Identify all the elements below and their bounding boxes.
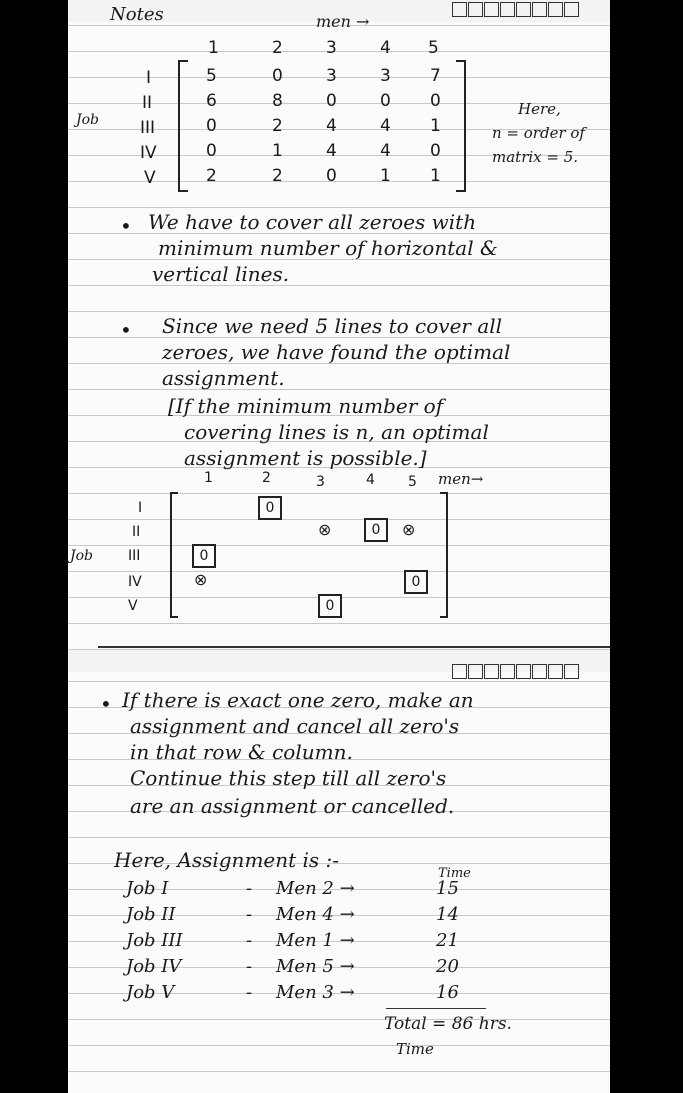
assignment-dash: -	[246, 956, 253, 977]
matrix-right-bracket	[456, 60, 466, 192]
total-time-label: Time	[396, 1040, 434, 1058]
grid-row-label: I	[138, 500, 143, 516]
assignment-men: Men 5 →	[276, 956, 355, 977]
matrix-cell: 0	[206, 116, 217, 136]
matrix-cell: 0	[326, 166, 337, 186]
matrix-row-label: V	[144, 168, 156, 188]
assigned-zero-box: 0	[364, 518, 388, 542]
header-date-boxes	[452, 664, 580, 679]
matrix-col-header: 5	[428, 38, 439, 58]
assigned-zero-box: 0	[192, 544, 216, 568]
notes-header: Notes	[110, 4, 164, 25]
matrix-row-label: III	[140, 118, 156, 138]
assigned-zero-box: 0	[318, 594, 342, 618]
assigned-zero-box: 0	[404, 570, 428, 594]
matrix-left-bracket	[178, 60, 188, 192]
assignment-men: Men 4 →	[276, 904, 355, 925]
grid-row-label: III	[128, 548, 141, 564]
matrix-row-label: I	[146, 68, 152, 88]
matrix-cell: 0	[206, 141, 217, 161]
bullet3-line: are an assignment or cancelled.	[130, 794, 455, 818]
matrix-cell: 8	[272, 91, 283, 111]
bullet2-line: zeroes, we have found the optimal	[162, 340, 511, 364]
matrix-cell: 0	[272, 66, 283, 86]
bullet1-line: minimum number of horizontal &	[158, 236, 498, 260]
assignment-title: Here, Assignment is :-	[114, 848, 340, 872]
matrix-col-header: 4	[380, 38, 391, 58]
grid-col-header: 3	[316, 474, 325, 490]
grid-row-label: IV	[128, 574, 142, 590]
assignment-time: 16	[436, 982, 459, 1003]
matrix-cell: 3	[380, 66, 391, 86]
grid-men-label: men→	[438, 470, 484, 488]
matrix-cell: 0	[326, 91, 337, 111]
assignment-dash: -	[246, 904, 253, 925]
matrix-cell: 4	[380, 141, 391, 161]
matrix-cell: 4	[326, 116, 337, 136]
assignment-job: Job I	[126, 878, 169, 899]
grid-job-label: Job	[70, 548, 94, 564]
assignment-job: Job III	[126, 930, 183, 951]
grid-col-header: 5	[408, 474, 417, 490]
header-date-boxes	[452, 2, 580, 17]
matrix-cell: 1	[430, 166, 441, 186]
matrix-row-label: IV	[140, 143, 157, 163]
matrix-cell: 0	[430, 91, 441, 111]
matrix-cell: 4	[326, 141, 337, 161]
bullet3-line: in that row & column.	[130, 740, 353, 764]
assignment-men: Men 3 →	[276, 982, 355, 1003]
matrix-cell: 1	[272, 141, 283, 161]
bullet1-line: We have to cover all zeroes with	[148, 210, 477, 234]
assignment-job: Job V	[126, 982, 175, 1003]
assignment-job: Job II	[126, 904, 176, 925]
bullet3-line: assignment and cancel all zero's	[130, 714, 460, 738]
matrix-cell: 5	[206, 66, 217, 86]
matrix-cell: 3	[326, 66, 337, 86]
matrix-cell: 2	[272, 166, 283, 186]
note-here: Here,	[518, 100, 561, 118]
matrix-cell: 2	[206, 166, 217, 186]
notebook-page-top	[68, 0, 610, 650]
bullet2-line: [If the minimum number of	[168, 394, 444, 418]
bullet-dot: •	[120, 214, 132, 238]
matrix-col-header: 1	[208, 38, 219, 58]
total-underline	[386, 1008, 486, 1009]
bullet2-line: assignment is possible.]	[184, 446, 427, 470]
assigned-zero-box: 0	[258, 496, 282, 520]
cancelled-zero: ⊗	[402, 520, 416, 539]
cancelled-zero: ⊗	[194, 570, 208, 589]
matrix-cell: 0	[380, 91, 391, 111]
grid-right-bracket	[440, 492, 448, 618]
assignment-dash: -	[246, 982, 253, 1003]
bullet-dot: •	[100, 692, 112, 716]
total-time: Total = 86 hrs.	[384, 1014, 512, 1034]
matrix-cell: 7	[430, 66, 441, 86]
matrix-cell: 4	[380, 116, 391, 136]
assignment-time: 15	[436, 878, 459, 899]
matrix-cell: 1	[380, 166, 391, 186]
grid-row-label: II	[132, 524, 141, 540]
matrix-col-header: 2	[272, 38, 283, 58]
assignment-dash: -	[246, 878, 253, 899]
page-edge-line	[98, 646, 610, 648]
assignment-time: 21	[436, 930, 459, 951]
bullet2-line: Since we need 5 lines to cover all	[162, 314, 503, 338]
assignment-time: 20	[436, 956, 459, 977]
men-axis-label: men →	[316, 12, 370, 31]
note-matrix-size: matrix = 5.	[492, 148, 579, 166]
assignment-time: 14	[436, 904, 459, 925]
bullet3-line: Continue this step till all zero's	[130, 766, 447, 790]
assignment-job: Job IV	[126, 956, 182, 977]
matrix-col-header: 3	[326, 38, 337, 58]
cancelled-zero: ⊗	[318, 520, 332, 539]
bullet2-line: assignment.	[162, 366, 285, 390]
matrix-cell: 1	[430, 116, 441, 136]
assignment-men: Men 1 →	[276, 930, 355, 951]
job-axis-label: Job	[76, 112, 100, 128]
notebook-page-bottom	[68, 650, 610, 1093]
matrix-cell: 0	[430, 141, 441, 161]
matrix-cell: 6	[206, 91, 217, 111]
grid-col-header: 1	[204, 470, 213, 486]
bullet1-line: vertical lines.	[152, 262, 290, 286]
grid-left-bracket	[170, 492, 178, 618]
matrix-row-label: II	[142, 93, 153, 113]
grid-col-header: 2	[262, 470, 271, 486]
bullet-dot: •	[120, 318, 132, 342]
assignment-men: Men 2 →	[276, 878, 355, 899]
grid-row-label: V	[128, 598, 138, 614]
time-column-label: Time	[438, 866, 471, 881]
matrix-cell: 2	[272, 116, 283, 136]
note-n-order: n = order of	[492, 124, 585, 142]
bullet3-line: If there is exact one zero, make an	[122, 688, 474, 712]
grid-col-header: 4	[366, 472, 375, 488]
assignment-dash: -	[246, 930, 253, 951]
bullet2-line: covering lines is n, an optimal	[184, 420, 489, 444]
